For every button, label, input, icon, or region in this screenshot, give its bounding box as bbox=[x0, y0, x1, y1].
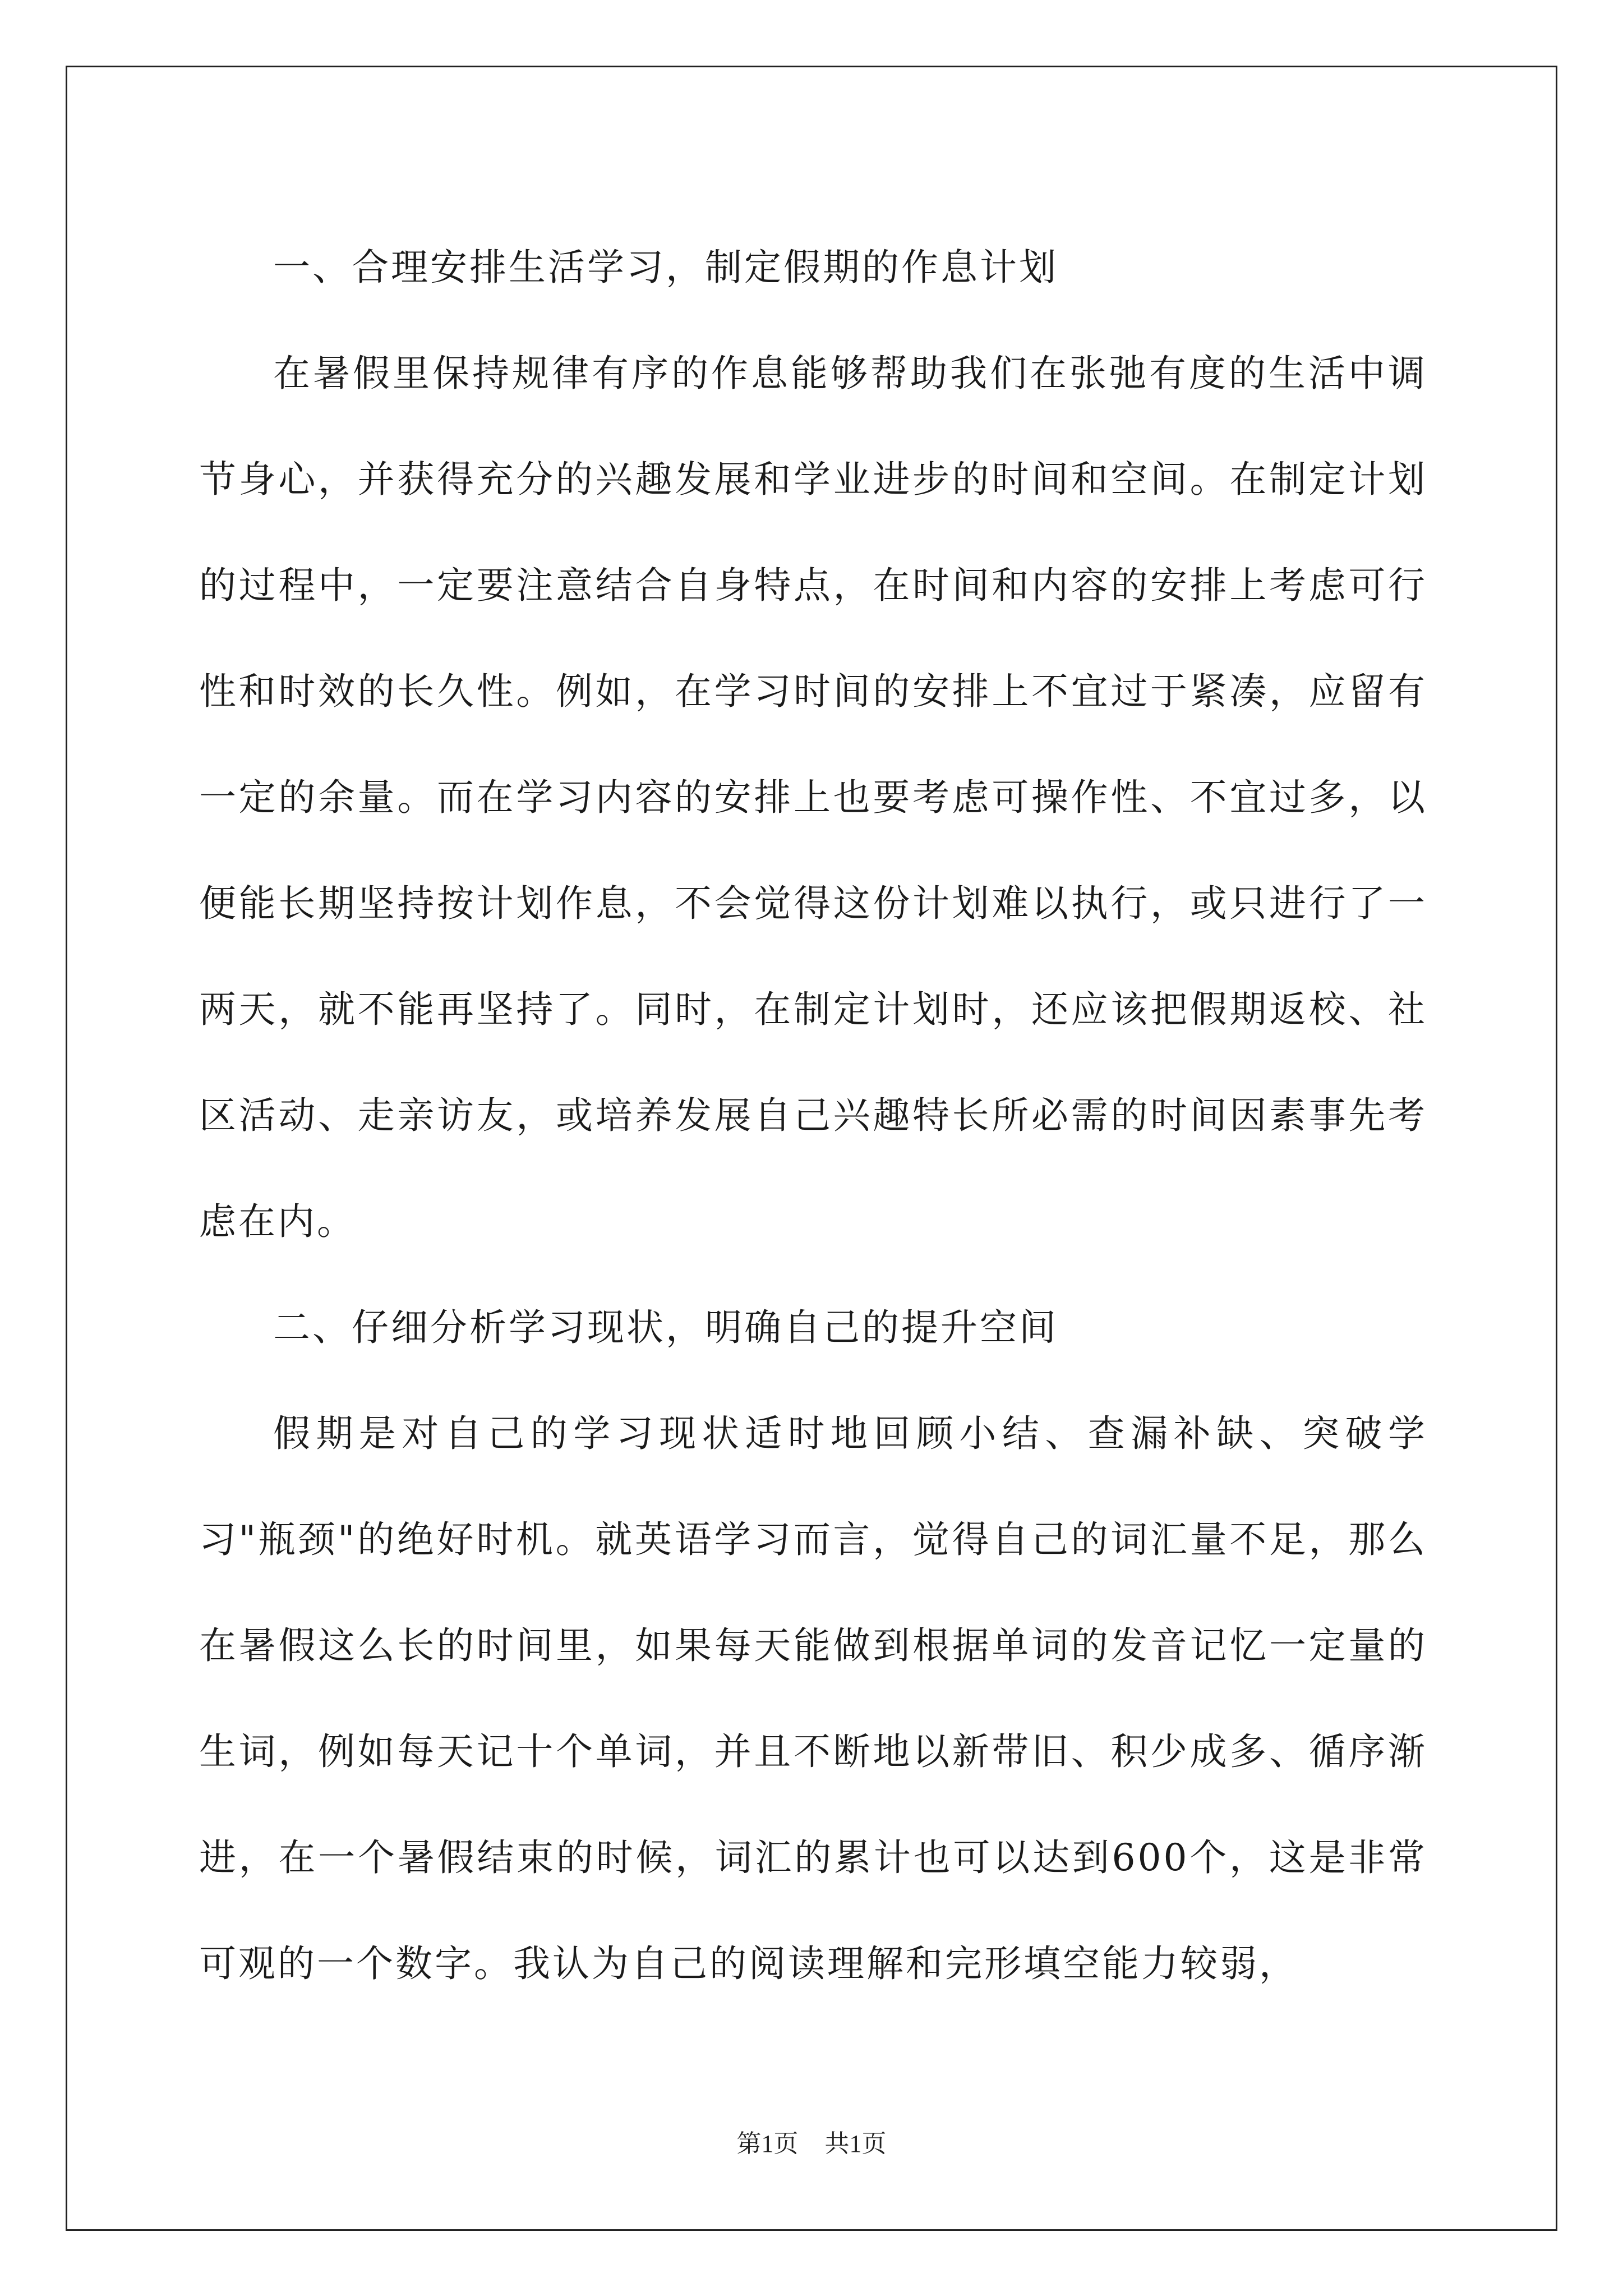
body-paragraph-1: 在暑假里保持规律有序的作息能够帮助我们在张弛有度的生活中调节身心，并获得充分的兴趣发展和学业进步的时间和空间。在制定计划的过程中，一定要注意结合自身特点，在时间和内容的安排上考虑可行性和时效的长久性。例如，在学习时间的安排上不宜过于紧凑，应留有一定的余量。而在学习内容的安排上也要考虑可操作性、不宜过多，以便能长期坚持按计划作息，不会觉得这份计划难以执行，或只进行了一两天，就不能再坚持了。同时，在制定计划时，还应该把假期返校、社区活动、走亲访友，或培养发展自己兴趣特长所必需的时间因素事先考虑在内。 bbox=[199, 352, 1427, 1243]
page-footer bbox=[0, 2127, 1623, 2161]
page-total: 共1页 bbox=[824, 2130, 887, 2157]
page-number: 第1页 bbox=[736, 2130, 799, 2157]
section-heading-2: 二、仔细分析学习现状，明确自己的提升空间 bbox=[273, 1306, 1058, 1349]
section-heading-1: 一、合理安排生活学习，制定假期的作息计划 bbox=[273, 246, 1058, 289]
document-body bbox=[199, 214, 1427, 2017]
body-paragraph-2: 假期是对自己的学习现状适时地回顾小结、查漏补缺、突破学习"瓶颈"的绝好时机。就英语学习而言，觉得自己的词汇量不足，那么在暑假这么长的时间里，如果每天能做到根据单词的发音记忆一定量的生词，例如每天记十个单词，并且不断地以新带旧、积少成多、循序渐进，在一个暑假结束的时候，词汇的累计也可以达到600个，这是非常可观的一个数字。我认为自己的阅读理解和完形填空能力较弱， bbox=[199, 1412, 1427, 1985]
